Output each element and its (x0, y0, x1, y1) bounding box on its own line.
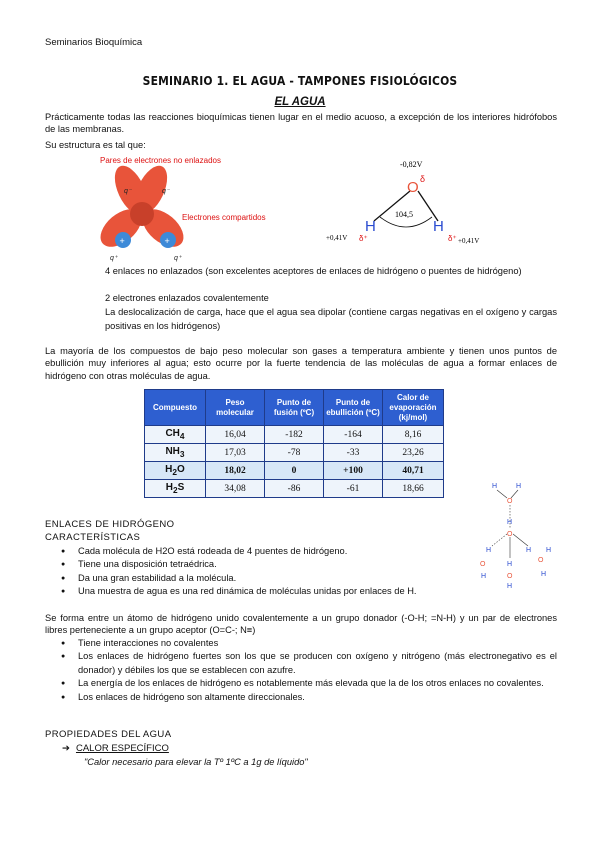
heat-cell: 23,26 (383, 444, 444, 462)
bp-cell: -61 (324, 480, 383, 498)
heat-cell: 8,16 (383, 426, 444, 444)
h-atom: H (541, 571, 547, 578)
col-mp: Punto de fusión (ºC) (265, 390, 324, 426)
bond-angle: 104,5 (395, 210, 413, 219)
page-title: SEMINARIO 1. EL AGUA - TAMPONES FISIOLÓGICOS (142, 73, 458, 88)
col-compound: Compuesto (145, 390, 206, 426)
section-subtitle: EL AGUA (274, 96, 326, 108)
lone-pairs-label: Pares de electrones no enlazados (100, 156, 221, 165)
list-item: ● Da una gran estabilidad a la molécula. (45, 572, 465, 585)
compound-cell: $CH_4$ (145, 426, 206, 444)
table-row (145, 480, 444, 498)
boiling-paragraph: La mayoría de los compuestos de bajo peso molecular son gases a temperatura ambiente y tienen unos puntos de ebullición muy inferiores al agua; esto ocurre por la fuerte tendencia de las moléculas de agua a formar enlaces de hidrógeno con otras moléculas de agua. (45, 346, 557, 381)
hydrogen-atom-left: H (365, 218, 376, 235)
mp-cell: -182 (265, 426, 324, 444)
col-heat: Calor de evaporación (kj/mol) (383, 390, 444, 426)
q-plus-label-2: q⁺ (174, 255, 182, 262)
hbond-paragraph: Se forma entre un átomo de hidrógeno unido covalentemente a un grupo donador (-O-H; =N-H) y un par de electrones libres perteneciente a un grupo aceptor (O=C-; N≡) (45, 613, 557, 636)
hbond-title: ENLACES DE HIDRÓGENO (45, 519, 175, 530)
h-atom: H (507, 583, 513, 590)
h-charge-right: +0,41V (458, 237, 480, 245)
bp-cell: -33 (324, 444, 383, 462)
orbital-lobes (95, 161, 190, 254)
arrow-icon: ➔ (62, 743, 70, 754)
o-atom: O (538, 557, 544, 564)
water-orbital-diagram (95, 150, 275, 268)
h-atom: H (516, 483, 522, 490)
list-item: ● La energía de los enlaces de hidrógeno es notablemente más elevada que la de los otros enlaces no covalentes. (45, 677, 557, 690)
structure-point-3: La deslocalización de carga, hace que el agua sea dipolar (contiene cargas negativas en el oxígeno y cargas positivas en los hidrógenos) (105, 307, 557, 331)
q-label-1: q⁻ (124, 188, 132, 195)
o-atom: O (480, 561, 486, 568)
mp-cell: 0 (265, 462, 324, 480)
bp-cell: +100 (324, 462, 383, 480)
mp-cell: -78 (265, 444, 324, 462)
col-bp: Punto de ebullición (ºC) (324, 390, 383, 426)
list-item: ● Tiene interacciones no covalentes (45, 637, 557, 650)
o-atom: O (507, 531, 513, 538)
mp-cell: -86 (265, 480, 324, 498)
h-atom: H (546, 547, 552, 554)
heat-cell: 40,71 (383, 462, 444, 480)
h-delta-left: δ⁺ (359, 234, 368, 243)
shared-electrons-label: Electrones compartidos (182, 213, 266, 222)
compound-cell: $NH_3$ (145, 444, 206, 462)
svg-text:+: + (164, 236, 170, 246)
h-atom: H (486, 547, 492, 554)
oxygen-atom: O (407, 179, 419, 196)
mw-cell: 18,02 (206, 462, 265, 480)
o-atom: O (507, 573, 513, 580)
mw-cell: 16,04 (206, 426, 265, 444)
h-atom: H (526, 547, 532, 554)
hbond-subtitle: CARACTERÍSTICAS (45, 532, 141, 543)
specific-heat-label: CALOR ESPECÍFICO (75, 743, 169, 754)
h-atom: H (507, 561, 513, 568)
table-row (145, 444, 444, 462)
h-atom: H (492, 483, 498, 490)
list-item: ● Los enlaces de hidrógeno fuertes son los que se producen con oxígeno y nitrógeno (más electronegativo es el donador) y débiles los que se establecen con azufre. (45, 650, 557, 677)
properties-title: PROPIEDADES DEL AGUA (45, 729, 172, 740)
mw-cell: 34,08 (206, 480, 265, 498)
bp-cell: -164 (324, 426, 383, 444)
h-charge-left: +0,41V (326, 234, 348, 242)
table-header-row (145, 390, 444, 426)
heat-cell: 18,66 (383, 480, 444, 498)
compound-cell: $H_2S$ (145, 480, 206, 498)
h-delta-right: δ⁺ (448, 234, 457, 243)
mw-cell: 17,03 (206, 444, 265, 462)
specific-heat-definition: "Calor necesario para elevar la Tº 1ºC a 1g de líquido" (84, 757, 308, 767)
hbond-properties-list (45, 637, 557, 704)
structure-point-2: 2 electrones enlazados covalentemente (105, 293, 269, 303)
col-mw: Peso molecular (206, 390, 265, 426)
h-atom: H (507, 519, 513, 526)
h-atom: H (481, 573, 487, 580)
list-item: ● Tiene una disposición tetraédrica. (45, 558, 465, 571)
hydrogen-atom-right: H (433, 218, 444, 235)
table-row (145, 426, 444, 444)
list-item: ● Los enlaces de hidrógeno son altamente direccionales. (45, 691, 557, 704)
list-item: ● Cada molécula de H2O está rodeada de 4 puentes de hidrógeno. (45, 545, 465, 558)
structure-label: Su estructura es tal que: (45, 140, 146, 150)
water-molecule-diagram (320, 155, 500, 250)
q-plus-label-1: q⁺ (110, 255, 118, 262)
oxygen-charge: -0,82V (400, 160, 423, 169)
oxygen-delta: δ (420, 174, 426, 184)
table-row (145, 462, 444, 480)
q-label-2: q⁻ (162, 188, 170, 195)
structure-point-1: 4 enlaces no enlazados (son excelentes aceptores de enlaces de hidrógeno o puentes de hidrógeno) (105, 266, 522, 276)
svg-text:+: + (119, 236, 125, 246)
hbond-network-diagram (470, 478, 562, 590)
properties-table (144, 389, 444, 498)
list-item: ● Una muestra de agua es una red dinámica de moléculas unidas por enlaces de H. (45, 585, 465, 598)
intro-paragraph: Prácticamente todas las reacciones bioquímicas tienen lugar en el medio acuoso, a excepción de los interiores hidrófobos de las membranas. (45, 112, 557, 135)
page-header: Seminarios Bioquímica (45, 37, 143, 48)
specific-heat-item (62, 743, 169, 754)
hbond-characteristics-list (45, 545, 465, 599)
compound-cell: $H_2O$ (145, 462, 206, 480)
o-atom: O (507, 498, 513, 505)
